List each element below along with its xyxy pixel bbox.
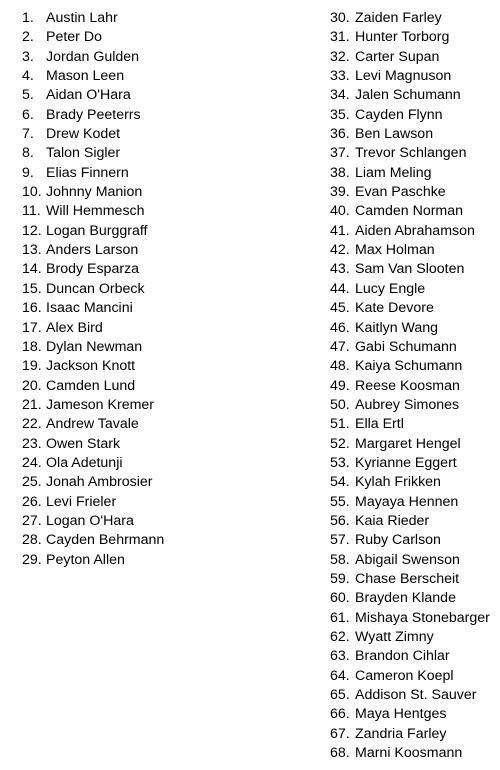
list-item [330,454,500,473]
item-number: 42. [330,242,350,259]
item-number: 8. [22,145,34,162]
person-name: Alex Bird [46,319,103,336]
item-number: 63. [330,648,350,665]
list-item [22,28,307,47]
item-number: 20. [22,377,42,394]
list-item [330,338,500,357]
list-item [22,454,307,473]
list-item [22,493,307,512]
person-name: Liam Meling [355,164,432,181]
item-number: 67. [330,725,350,742]
person-name: Andrew Tavale [46,416,139,433]
person-name: Camden Lund [46,377,136,394]
item-number: 37. [330,145,350,162]
item-number: 64. [330,667,350,684]
item-number: 40. [330,203,350,220]
item-number: 33. [330,68,350,85]
item-number: 18. [22,338,42,355]
item-number: 44. [330,280,350,297]
item-number: 34. [330,87,350,104]
item-number: 9. [22,164,34,181]
list-item [330,531,500,550]
list-item [330,144,500,163]
person-name: Kaiya Schumann [355,358,463,375]
list-item [22,377,307,396]
list-item [330,48,500,67]
list-item [330,647,500,666]
item-number: 49. [330,377,350,394]
list-item [22,551,307,570]
item-number: 48. [330,358,350,375]
list-item [22,280,307,299]
item-number: 66. [330,706,350,723]
item-number: 68. [330,745,350,762]
list-item [330,415,500,434]
list-item [330,106,500,125]
person-name: Jameson Kremer [46,396,155,413]
person-name: Maya Hentges [355,706,447,723]
list-item [22,338,307,357]
item-number: 13. [22,242,42,259]
person-name: Owen Stark [46,435,121,452]
list-item [330,551,500,570]
person-name: Jalen Schumann [355,87,461,104]
person-name: Max Holman [355,242,435,259]
person-name: Carter Supan [355,48,440,65]
list-item [330,357,500,376]
list-item [22,183,307,202]
item-number: 15. [22,280,42,297]
person-name: Mishaya Stonebarger [355,609,490,626]
item-number: 29. [22,551,42,568]
list-item [330,28,500,47]
item-number: 56. [330,512,350,529]
person-name: Cameron Koepl [355,667,454,684]
person-name: Jackson Knott [46,358,136,375]
person-name: Aiden Abrahamson [355,222,475,239]
person-name: Drew Kodet [46,126,121,143]
person-name: Logan Burggraff [46,222,148,239]
list-item [22,415,307,434]
item-number: 2. [22,29,34,46]
item-number: 19. [22,358,42,375]
list-item [22,319,307,338]
item-number: 59. [330,570,350,587]
list-item [330,260,500,279]
person-name: Kate Devore [355,300,434,317]
person-name: Levi Frieler [46,493,117,510]
person-name: Kaitlyn Wang [355,319,439,336]
person-name: Abigail Swenson [355,551,460,568]
item-number: 12. [22,222,42,239]
person-name: Talon Sigler [46,145,121,162]
list-item [22,531,307,550]
list-item [22,435,307,454]
item-number: 14. [22,261,42,278]
list-item [330,86,500,105]
item-number: 36. [330,126,350,143]
list-item [330,377,500,396]
list-item [330,183,500,202]
person-name: Mason Leen [46,68,125,85]
item-number: 30. [330,10,350,26]
list-item [22,164,307,183]
list-item [22,357,307,376]
person-name: Evan Paschke [355,184,446,201]
item-number: 17. [22,319,42,336]
person-name: Johnny Manion [46,184,143,201]
list-item [22,48,307,67]
list-item [330,164,500,183]
list-item [330,241,500,260]
item-number: 16. [22,300,42,317]
item-number: 22. [22,416,42,433]
person-name: Cayden Flynn [355,106,443,123]
list-item [330,319,500,338]
item-number: 53. [330,454,350,471]
item-number: 25. [22,474,42,491]
person-name: Ben Lawson [355,126,434,143]
item-number: 45. [330,300,350,317]
person-name: Duncan Orbeck [46,280,145,297]
item-number: 39. [330,184,350,201]
list-item [330,473,500,492]
list-item [22,86,307,105]
list-item [330,609,500,628]
person-name: Addison St. Sauver [355,687,477,704]
item-number: 5. [22,87,34,104]
item-number: 21. [22,396,42,413]
list-item [330,744,500,763]
item-number: 35. [330,106,350,123]
list-item [330,628,500,647]
item-number: 27. [22,512,42,529]
item-number: 7. [22,126,34,143]
list-item [330,125,500,144]
list-item [330,396,500,415]
item-number: 58. [330,551,350,568]
person-name: Elias Finnern [46,164,129,181]
item-number: 28. [22,532,42,549]
item-number: 60. [330,590,350,607]
item-number: 10. [22,184,42,201]
item-number: 65. [330,687,350,704]
person-name: Isaac Mancini [46,300,133,317]
list-item [330,570,500,589]
item-number: 61. [330,609,350,626]
list-item [330,299,500,318]
person-name: Hunter Torborg [355,29,450,46]
item-number: 24. [22,454,42,471]
person-name: Margaret Hengel [355,435,461,452]
person-name: Aubrey Simones [355,396,460,413]
person-name: Kyrianne Eggert [355,454,457,471]
list-item [22,512,307,531]
list-item [22,222,307,241]
person-name: Mayaya Hennen [355,493,459,510]
list-item [22,396,307,415]
person-name: Jordan Gulden [46,48,140,65]
item-number: 51. [330,416,350,433]
list-item [330,667,500,686]
list-item [22,473,307,492]
person-name: Peter Do [46,29,102,46]
item-number: 43. [330,261,350,278]
item-number: 41. [330,222,350,239]
person-name: Brandon Cihlar [355,648,450,665]
person-name: Chase Berscheit [355,570,460,587]
person-name: Brayden Klande [355,590,456,607]
item-number: 32. [330,48,350,65]
person-name: Reese Koosman [355,377,460,394]
list-item [330,9,500,28]
item-number: 57. [330,532,350,549]
list-item [330,589,500,608]
item-number: 55. [330,493,350,510]
list-item [22,241,307,260]
person-name: Zandria Farley [355,725,447,742]
person-name: Austin Lahr [46,10,118,26]
person-name: Dylan Newman [46,338,143,355]
item-number: 54. [330,474,350,491]
person-name: Brody Esparza [46,261,140,278]
list-item [330,222,500,241]
person-name: Trevor Schlangen [355,145,467,162]
person-name: Sam Van Slooten [355,261,465,278]
person-name: Kaia Rieder [355,512,430,529]
item-number: 23. [22,435,42,452]
list-item [330,67,500,86]
list-item [22,67,307,86]
person-name: Jonah Ambrosier [46,474,153,491]
item-number: 1. [22,10,34,26]
list-item [330,202,500,221]
item-number: 47. [330,338,350,355]
list-item [22,106,307,125]
item-number: 26. [22,493,42,510]
person-name: Will Hemmesch [46,203,145,220]
person-name: Ella Ertl [355,416,404,433]
person-name: Ruby Carlson [355,532,441,549]
person-name: Aidan O'Hara [46,87,131,104]
item-number: 3. [22,48,34,65]
list-item [22,144,307,163]
list-item [330,686,500,705]
list-item [330,512,500,531]
list-item [330,435,500,454]
list-item [330,493,500,512]
roster-list-left [22,9,307,570]
roster-list-right [330,9,500,763]
person-name: Lucy Engle [355,280,426,297]
person-name: Kylah Frikken [355,474,441,491]
person-name: Anders Larson [46,242,139,259]
list-item [330,725,500,744]
person-name: Cayden Behrmann [46,532,165,549]
list-item [330,705,500,724]
item-number: 6. [22,106,34,123]
person-name: Wyatt Zimny [355,629,434,645]
person-name: Levi Magnuson [355,68,452,85]
list-item [22,202,307,221]
item-number: 38. [330,164,350,181]
list-item [22,299,307,318]
list-item [22,125,307,144]
person-name: Gabi Schumann [355,338,457,355]
person-name: Zaiden Farley [355,10,442,26]
person-name: Marni Koosmann [355,745,463,762]
item-number: 31. [330,29,350,46]
item-number: 52. [330,435,350,452]
list-item [330,280,500,299]
person-name: Camden Norman [355,203,464,220]
list-item [22,9,307,28]
item-number: 62. [330,629,350,645]
person-name: Brady Peeterrs [46,106,141,123]
item-number: 11. [22,203,41,220]
person-name: Ola Adetunji [46,454,123,471]
list-item [22,260,307,279]
item-number: 46. [330,319,350,336]
person-name: Peyton Allen [46,551,125,568]
item-number: 50. [330,396,350,413]
item-number: 4. [22,68,34,85]
person-name: Logan O'Hara [46,512,134,529]
